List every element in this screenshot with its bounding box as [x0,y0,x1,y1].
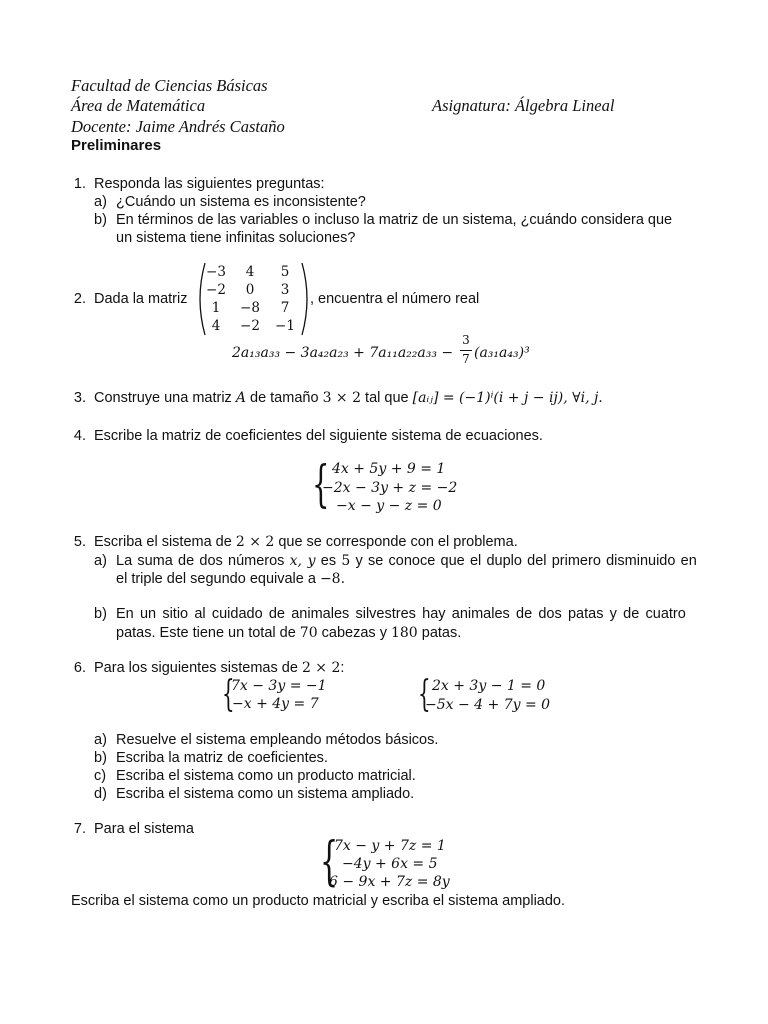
q3-size: 3 × 2 [322,390,362,406]
q7-equation-3: 6 − 9x + 7z = 8y [329,874,450,890]
q1-b-line2: un sistema tiene infinitas soluciones? [116,230,356,246]
q5-b-text-3: patas. [421,625,462,641]
q7-closing: Escriba el sistema como un producto matricial y escriba el sistema ampliado. [71,893,566,909]
q1-b-label: b) [94,212,107,228]
q5-a-vars: x, y [289,553,316,569]
matrix-cell: −2 [240,318,260,334]
q5-a-num2: −8. [319,571,346,587]
matrix-cell: 4 [211,318,221,334]
q5-a-line1 [116,553,697,569]
q5-text [94,534,518,550]
q6-item-a-label: a) [94,732,107,748]
area-line: Área de Matemática [71,96,206,115]
q6-item-d-text: Escriba el sistema como un sistema ampliado. [116,786,415,802]
q6-item-b-label: b) [94,750,107,766]
q1-number: 1. [73,176,86,192]
q3-text-part1: Construye una matriz [94,390,232,406]
q2-text-after: , encuentra el número real [310,291,480,307]
fraction-denominator: 7 [462,352,470,366]
system3-brace: { [320,832,339,892]
q5-b-line1: En un sitio al cuidado de animales silvestres hay animales de dos patas y de cuatro [116,606,686,622]
q3-text-part3: tal que [365,390,409,406]
system1-brace: { [222,674,235,715]
q2-text-before: Dada la matriz [94,291,188,307]
matrix-cell: 1 [211,300,221,316]
fraction-bar [460,350,472,351]
q6-item-d-label: d) [94,786,107,802]
q2-expression-left: 2a₁₃a₃₃ − 3a₄₂a₂₃ + 7a₁₁a₂₂a₃₃ − [232,345,454,361]
q5-number: 5. [73,534,86,550]
q6-text-part2: : [340,660,345,676]
q3-matrix-name: A [235,390,246,406]
matrix-cell: 4 [245,264,255,280]
q5-b-label: b) [94,606,107,622]
matrix-cell: 5 [280,264,290,280]
q6-system1-eq2: −x + 4y = 7 [232,696,319,712]
q5-a-text-2: es [320,553,337,569]
q7-equation-2: −4y + 6x = 5 [342,856,438,872]
q5-text-part2: que se corresponde con el problema. [278,534,518,550]
q2-expression-right: (a₃₁a₄₃)³ [474,345,530,361]
q5-b-text-1: patas. Este tiene un total de [116,625,296,641]
subject-line: Asignatura: Álgebra Lineal [432,96,615,115]
q6-system2-eq1: 2x + 3y − 1 = 0 [432,678,546,694]
q2-number: 2. [73,291,86,307]
matrix-cell: −2 [206,282,226,298]
q1-a-text: ¿Cuándo un sistema es inconsistente? [116,194,366,210]
matrix-cell: −1 [275,318,295,334]
q3-formula: [aᵢⱼ] = (−1)ⁱ(i + j − ij), ∀i, j. [412,390,603,406]
matrix-cell: 7 [280,300,290,316]
q3-number: 3. [73,390,86,406]
q4-text: Escribe la matriz de coeficientes del siguiente sistema de ecuaciones. [94,428,543,444]
q7-text: Para el sistema [94,821,194,837]
q3-text-part2: de tamaño [250,390,319,406]
fraction-numerator: 3 [462,333,470,347]
q5-a-text-3: y se conoce que el duplo del primero disminuido en [355,553,697,569]
q7-equation-1: 7x − y + 7z = 1 [334,838,446,854]
q4-number: 4. [73,428,86,444]
q1-b-line1: En términos de las variables o incluso la matriz de un sistema, ¿cuándo considera que [116,212,673,228]
q4-equation-3: −x − y − z = 0 [336,498,442,514]
q5-b-num1: 70 [299,625,318,641]
system-brace: { [312,455,330,513]
q5-a-label: a) [94,553,107,569]
q7-number: 7. [73,821,86,837]
q6-item-b-text: Escriba la matriz de coeficientes. [116,750,328,766]
matrix-cell: 0 [245,282,255,298]
q6-item-c-text: Escriba el sistema como un producto matricial. [116,768,416,784]
system2-brace: { [418,674,431,715]
q6-number: 6. [73,660,86,676]
q4-equation-2: −2x − 3y + z = −2 [322,480,458,496]
q6-item-a-text: Resuelve el sistema empleando métodos básicos. [116,732,439,748]
q1-a-label: a) [94,194,107,210]
q5-text-part1: Escriba el sistema de [94,534,232,550]
q5-a-line2 [116,571,345,587]
q6-system1-eq1: 7x − 3y = −1 [231,678,327,694]
q3-text [94,390,603,406]
q6-size: 2 × 2 [301,660,341,676]
matrix-cell: −8 [240,300,260,316]
matrix-cell: −3 [206,264,226,280]
q5-size: 2 × 2 [235,534,275,550]
q5-b-line2 [116,625,461,641]
faculty-line: Facultad de Ciencias Básicas [71,76,268,95]
q6-item-c-label: c) [94,768,107,784]
matrix-cell: 3 [280,282,290,298]
q5-a-text-4: el triple del segundo equivale a [116,571,316,587]
q4-equation-1: 4x + 5y + 9 = 1 [332,461,446,477]
section-title: Preliminares [71,137,162,154]
q1-text: Responda las siguientes preguntas: [94,176,325,192]
q5-b-text-2: cabezas y [321,625,387,641]
q5-a-text-1: La suma de dos números [116,553,285,569]
q6-system2-eq2: −5x − 4 + 7y = 0 [425,697,551,713]
q6-text-part1: Para los siguientes sistemas de [94,660,298,676]
q5-a-num: 5 [341,553,351,569]
q6-text [94,660,344,676]
q5-b-num2: 180 [390,625,418,641]
teacher-line: Docente: Jaime Andrés Castaño [71,117,285,136]
